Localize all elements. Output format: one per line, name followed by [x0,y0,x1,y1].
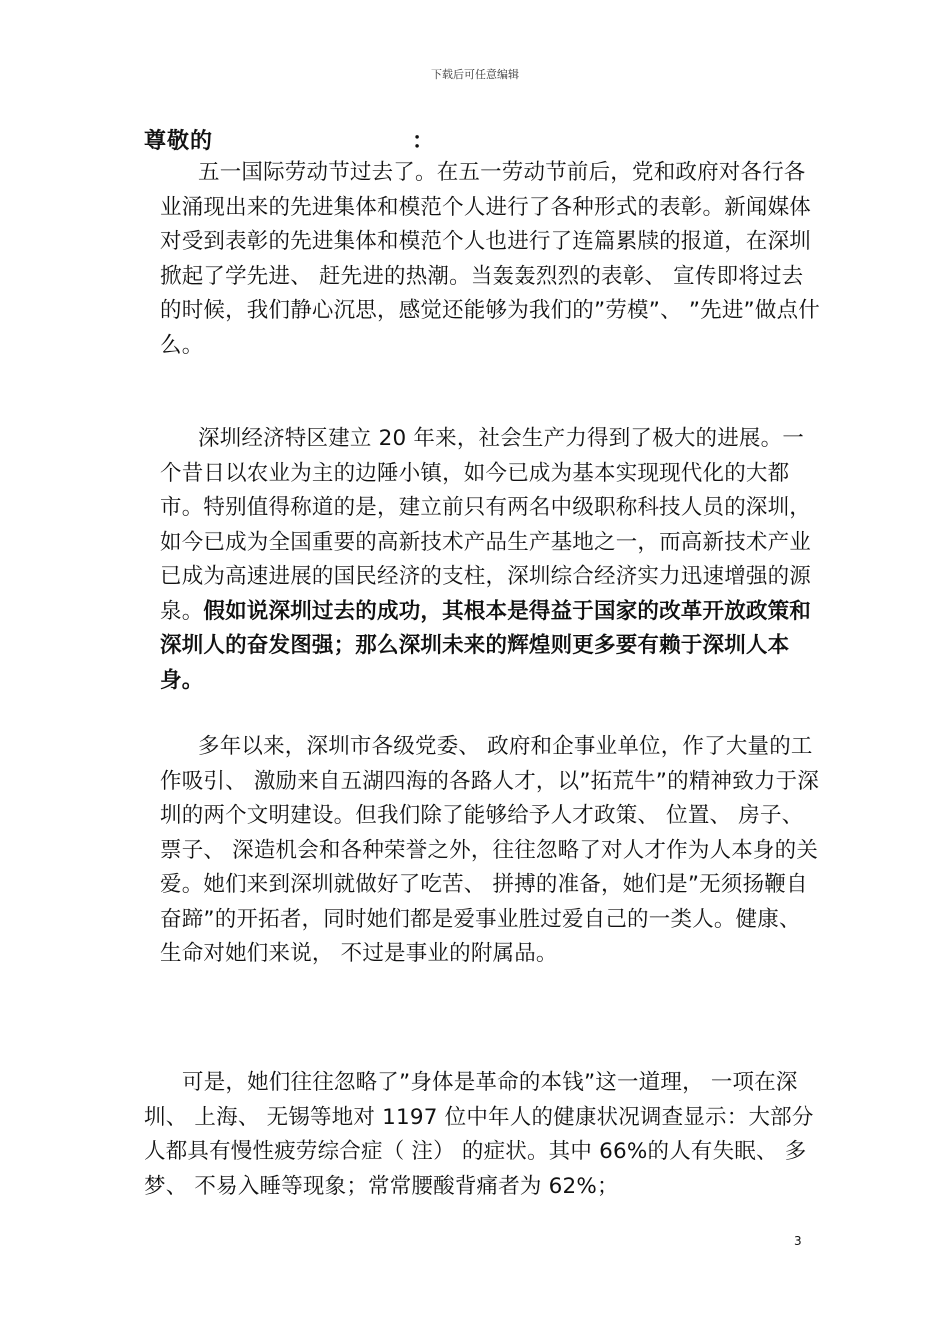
paragraph-3 [160,730,820,972]
paragraph-4 [144,1066,820,1204]
paragraph-1 [160,156,820,363]
paragraph-4-text-b: 一项在深圳、 上海、 无锡等地对 1197 位中年人的健康状况调查显示：大部分人都具有慢性疲劳综合症（ 注） 的症状。其中 66%的人有失眠、 多梦、 不易入睡等现象；常常腰酸背痛者为 62%； [144,1070,814,1199]
page-number: 3 [794,1234,802,1248]
paragraph-2-text: 深圳经济特区建立 20 年来，社会生产力得到了极大的进展。一个昔日以农业为主的边陲小镇，如今已成为基本实现现代化的大都市。特别值得称道的是，建立前只有两名中级职称科技人员的深圳，如今已成为全国重要的高新技术产品生产基地之一，而高新技术产业已成为高速进展的国民经济的支柱，深圳综合经济实力迅速增强的源泉。 [160,426,812,624]
salutation: 尊敬的 [144,129,214,154]
paragraph-3-text: 多年以来，深圳市各级党委、 政府和企事业单位，作了大量的工作吸引、 激励来自五湖四海的各路人才，以”拓荒牛”的精神致力于深圳的两个文明建设。但我们除了能够给予人才政策、 位置、 房子、 票子、 深造机会和各种荣誉之外，往往忽略了对人才作为人本身的关爱。她们来到深圳就做好了吃苦、 拼搏的准备，她们是”无须扬鞭自奋蹄”的开拓者，同时她们都是爱事业胜过爱自己的一类人。健康、 生命对她们来说， 不过是事业的附属品。 [160,734,820,966]
paragraph-1-text: 五一国际劳动节过去了。在五一劳动节前后，党和政府对各行各业涌现出来的先进集体和模范个人进行了各种形式的表彰。新闻媒体对受到表彰的先进集体和模范个人也进行了连篇累牍的报道，在深圳掀起了学先进、 赶先进的热潮。当轰轰烈烈的表彰、 宣传即将过去的时候，我们静心沉思，感觉还能够为我们的”劳模”、 ”先进”做点什么。 [160,160,820,358]
salutation-colon: ： [412,129,435,154]
paragraph-2 [160,422,820,698]
header-note: 下载后可任意编辑 [431,68,519,81]
paragraph-4-text-a: 可是，她们往往忽略了”身体是革命的本钱”这一道理， [182,1070,704,1095]
paragraph-2-bold-text: 假如说深圳过去的成功，其根本是得益于国家的改革开放政策和深圳人的奋发图强；那么深圳未来的辉煌则更多要有赖于深圳人本身。 [160,598,812,693]
